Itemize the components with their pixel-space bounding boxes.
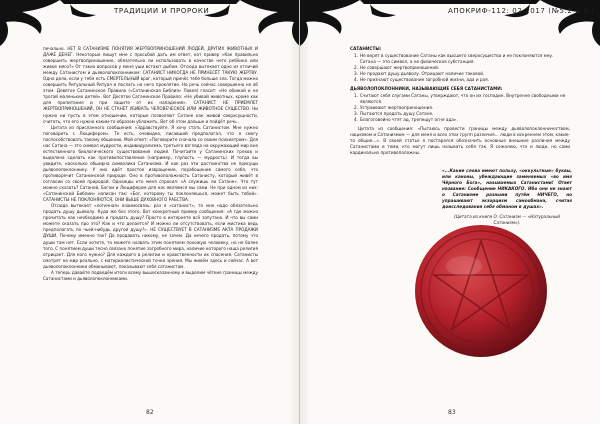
right-article-text	[350, 46, 570, 159]
devil-worshippers-heading: ДЬЯВОЛОПОКЛОННИКИ, НАЗЫВАЮЩИЕ СЕБЯ САТАНИСТАМИ:	[350, 86, 503, 91]
list-item: 1. Считают себя слугами Сатаны, утверждают, что он их господин. Внутренне свободными не являются.	[354, 93, 566, 104]
list-item: 4. Не признают существование загробной жизни, ада и рая.	[354, 77, 489, 82]
left-paragraph-1: печально. НЕТ В САТАНИЗМЕ ПОНЯТИЯ ЖЕРТВОПРИНОШЕНИЙ ЛЮДЕЙ, ДРУГИХ ЖИВОТНЫХ И ДАЖЕ ДЕНЕГ. Некоторые пишут мне с просьбой дать им ответ, кот привер «Как правильно совершить жертвоприношение, обязательно ли использовать в качестве него ребёнка или живое мясо?» От таких вопросов у меня уши встают дыбом. Отсюда вытекает одно из отличий между Сатанистом и дьяволопоклонником: САТАНИСТ НИКОГДА НЕ ПРИНЕСЁТ ТАКУЮ ЖЕРТВУ. Одно дело, если у тебя есть СМЕРТЕЛЬНЫЙ враг, который принёс тебе больше зла. Тогда можно совершить Ритуальный Ритуал и послать на него проклятие. Но речь сейчас совершенно не об этом. Девятое Сатанинское Правило («Сатанинская Библия» Лавея) гласит: «Не обижай и не трогай маленьких детей». Вот Десятое Сатанинское Правило: «Не убивай животных, кроме как для пропитания и при защите от их нападения». САТАНИСТ НЕ ПРИЕМЛЕТ ЖЕРТВОПРИНОШЕНИЙ, ОН НЕ СТАНЕТ УБИВАТЬ ЧЕЛОВЕЧЕСКОЕ ИЛИ ЖИВОТНОЕ СУЩЕСТВО. Ни нужно ни пусть в этом отношении, которые позволяют Сатане как живой сверхсущности, считать, что его нужно каким-то образом ублажить. Вот об этом дальше и пойдёт речь.	[43, 46, 258, 124]
list-item: 2. Не совершают жертвоприношений.	[354, 65, 440, 70]
left-running-title: ТРАДИЦИИ И ПРОРОКИ	[114, 7, 210, 15]
left-header-ornament	[0, 0, 300, 46]
left-article-text	[43, 46, 258, 282]
list-item: 3. Пытаются продать душу Сатане.	[354, 111, 434, 116]
closing-paragraph: Цитата из сообщения: «Пытаюсь провести границы между дьяволопоклонничеством, нацизмом и Сатанизмом — для меня и всех этих групп различия... люди в искреннем этом, какие-то общие...». В своей статье я постарался обозначить основные внешние различия между Сатанистами и теми, кто могут лишь называть себя так. Я сожалею, что и люди, но сами кардинально противоположны.	[350, 126, 570, 155]
pentagram-seal-icon	[412, 222, 550, 360]
red-seal-illustration	[412, 222, 550, 360]
quote-text: «...Какие слова имеют пользу, «оккультные» буквы, или каноны, убеждающие заменяемых «во имя Чёрного Бога», называемых Сатанистами! Ответ название: Сообщение НИКАКОГО. Ибо они не знают о Сатанизме разными путём НИЧЕГО, но упрашивают экзорцизм самообмана, считая доисследования себя обманом в душах».	[442, 168, 572, 209]
list-item: 1. Не верят в существование Сатаны как высшего сверхсущества и не поклоняются ему. Сатана — это символ, а не физическая субстанция.	[354, 53, 554, 64]
satanists-heading: САТАНИСТЫ:	[350, 46, 382, 51]
right-page-number: 83	[448, 409, 456, 416]
satanists-list	[350, 53, 570, 83]
left-paragraph-4: А теперь давайте подведём итоги всему вышесказанному и выделим чёткие границы между Сатанистами и дьяволопоклонниками.	[43, 269, 258, 281]
right-header-ornament	[300, 0, 600, 46]
list-item: 3. Не продают душу дьяволу. Отрицают наличие таковой.	[354, 71, 485, 76]
quote-source: (Цитата из книги О. Сатанизм — «Натуральный Сатанизм»).	[454, 214, 560, 226]
list-item: 2. Устраивают жертвоприношения.	[354, 105, 434, 110]
right-page	[300, 0, 600, 424]
list-item: 4. Благоговейно чтят ад, трепещут огня ада».	[354, 117, 458, 122]
left-paragraph-3: Отсюда вытекает «логичная» взаимосвязь: раз я «сатанист», то мне надо обязательно продать душу дьяволу. Куда же без этого. Вот конкретный пример сообщения: «А где можно прочитать как необходимо и продать душу? Просто в интернете всё запутано. И что вы сами можете сказать про это? Как и что делается? И можно ли отсутствовать, если мистика ведь предполагать по чьей-нибудь другой душу?». НЕ СУЩЕСТВУЕТ В САТАНИЗМЕ АКТА ПРОДАЖИ ДУШИ. Почему именно так? Да продавать никому, не зачем. Да нечего продать, потому что души там нет. Если хотите, то можете назвать этим понятием похожую человеку, но не более того. С понятием души тесно связано понятие загробного мира, наличие которого наша религия отрицает. Для кого нужно? Для каждого в религии и нравственности их спасения. Сатанисты смотрят на мир реально, с материалистической точки зрения. Мы живём здесь и сейчас. А вот дьяволопоклонники обманывают, показывают себя сатанистам.	[43, 203, 258, 269]
devil-worshippers-list	[350, 93, 570, 123]
left-page-number: 82	[146, 409, 154, 416]
right-running-title: АПОКРИФ-112: 02.2017 (№5.2 и.п.)	[448, 7, 595, 15]
left-paragraph-2: Цитата из присланного сообщения: «Здравствуйте. Я хочу стать Сатанистом. Мне нужно поговорить с Люцифером». Те есть, очевидно, писавший предполагал, что я смогу поспособствовать такому общению. Мой ответ: «Поговорите сначала со своим психиатром». Для нас Сатана — это символ мудрости, индивидуализма, третьего взгляда на окружающий мир вне естественного биологического существования людей. Почитайте у Сатанинских грехов и выделена сделать как противопоставление (например, глупость — мудрость). И тогда вы увидите, насколько обширна символика Сатанизма. И как раз эти достоинства не присущи дьяволопоклоннику. У них идёт простое извращение, порабощение самого себя, что противоречит Сатанинской природе. Оно в противоположность Сатанисту, который живёт в согласии со своей природой. Однажды кто меня спросил: «А служишь ли Сатане». Что тут можно сказать? Сатаной, Богом и Люцифером для нас являемся мы сами. Не при одном из них: «Сатанинской Библии» написан так: «Бог, которому ты поклоняешься, может быть тобой». САТАНИСТЫ НЕ ПОКЛОНЯЮТСЯ, ОНИ ВЫШЕ ДУХОВНОГО РАБСТВА.	[43, 124, 258, 203]
